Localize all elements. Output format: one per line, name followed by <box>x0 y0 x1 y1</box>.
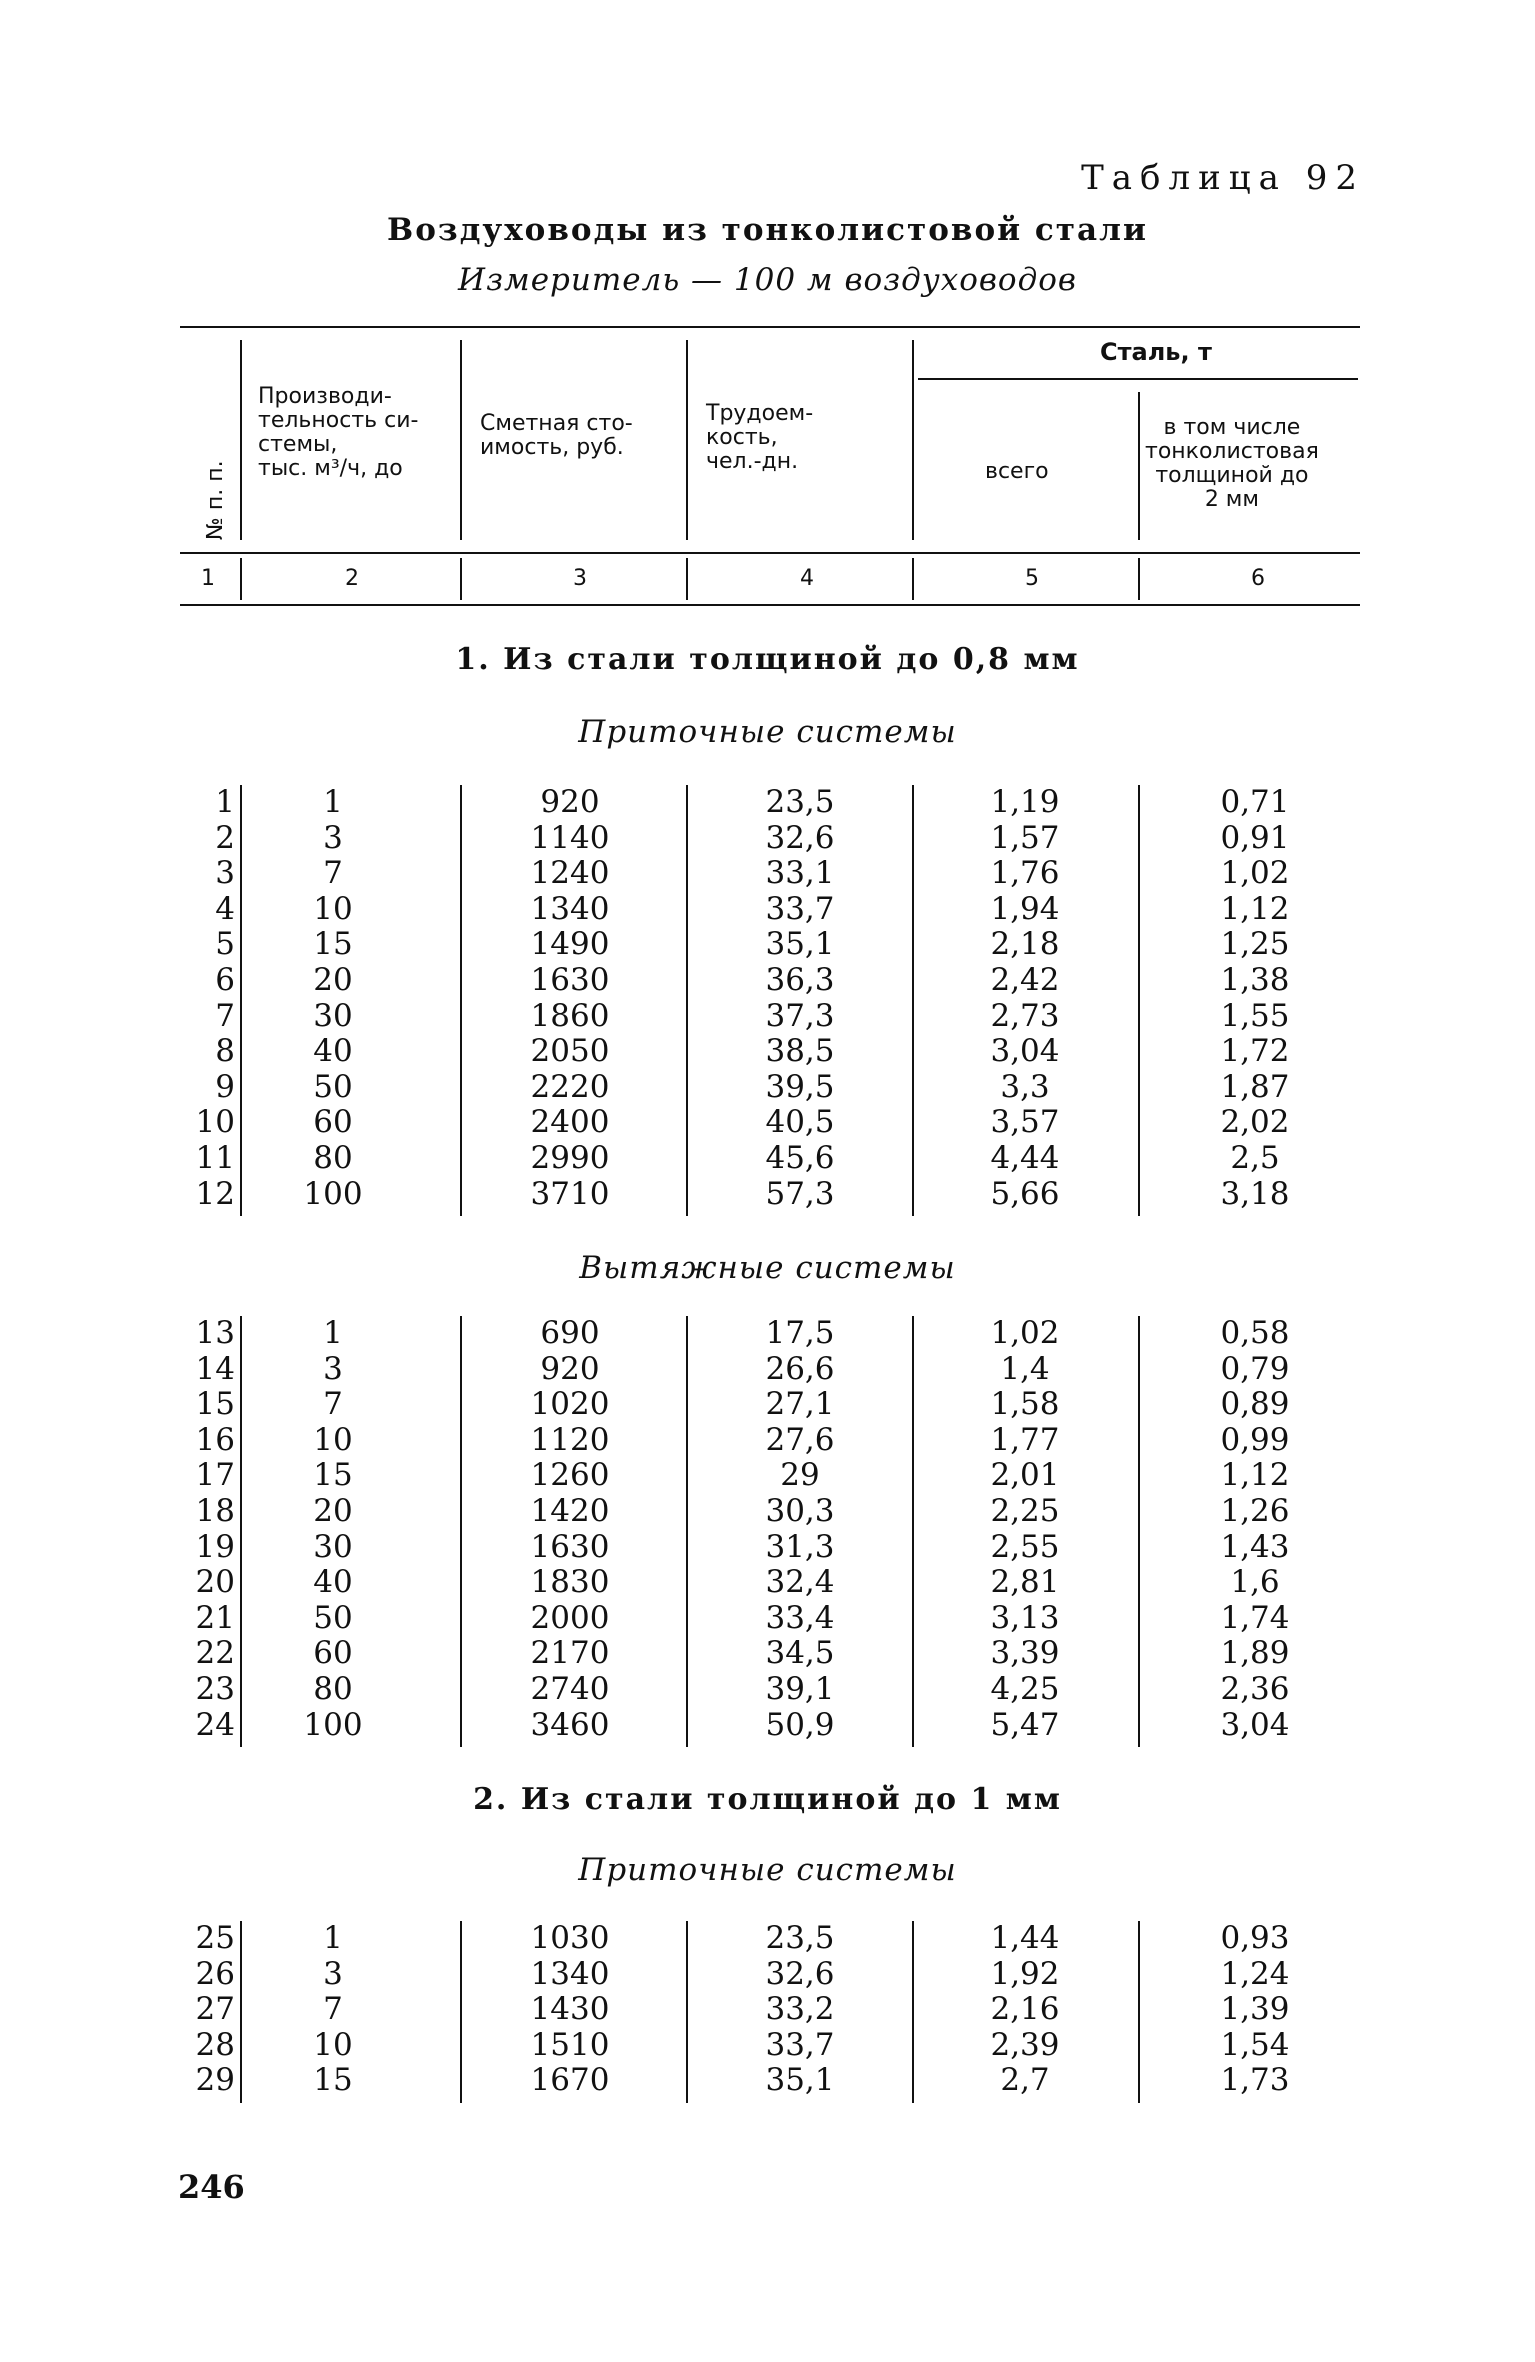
column-divider <box>912 785 914 1216</box>
row-number: 29 <box>195 2062 235 2099</box>
cost-cell: 1830 <box>530 1564 610 1601</box>
row-number: 8 <box>215 1033 235 1070</box>
group-title: Вытяжные системы <box>579 1250 956 1286</box>
cost-cell: 1030 <box>530 1920 610 1956</box>
header-divider <box>686 558 688 600</box>
steel-total-cell: 2,42 <box>990 961 1060 998</box>
steel-total-cell: 1,76 <box>990 855 1060 892</box>
column-number-5: 5 <box>1025 566 1039 591</box>
capacity-cell: 60 <box>313 1635 353 1672</box>
table-row <box>180 2063 1360 2099</box>
steel-total-cell: 4,25 <box>990 1670 1060 1707</box>
steel-total-cell: 1,58 <box>990 1386 1060 1423</box>
steel-thin-cell: 1,39 <box>1220 1991 1290 2028</box>
steel-thin-cell: 0,79 <box>1220 1350 1290 1387</box>
table-subtitle: Измеритель — 100 м воздуховодов <box>458 262 1077 298</box>
cost-cell: 1490 <box>530 926 610 963</box>
row-number: 2 <box>215 819 235 856</box>
table-row <box>180 1708 1360 1744</box>
table-row <box>180 1494 1360 1530</box>
steel-thin-cell: 0,89 <box>1220 1386 1290 1423</box>
row-number: 3 <box>215 855 235 892</box>
column-divider <box>1138 1316 1140 1747</box>
group-title: Приточные системы <box>578 1852 957 1888</box>
labor-cell: 35,1 <box>765 2062 835 2099</box>
row-number: 5 <box>215 926 235 963</box>
header-divider <box>460 340 462 540</box>
capacity-cell: 7 <box>323 855 343 892</box>
cost-cell: 1240 <box>530 855 610 892</box>
table-row <box>180 2028 1360 2064</box>
cost-cell: 1630 <box>530 961 610 998</box>
table-row <box>180 1992 1360 2028</box>
table-row <box>180 1921 1360 1957</box>
table-label: Таблица 92 <box>1081 158 1365 198</box>
capacity-cell: 15 <box>313 2062 353 2099</box>
steel-thin-cell: 0,99 <box>1220 1421 1290 1458</box>
capacity-cell: 50 <box>313 1599 353 1636</box>
header-divider <box>460 558 462 600</box>
labor-cell: 27,6 <box>765 1421 835 1458</box>
column-divider <box>686 1921 688 2103</box>
table-row <box>180 1177 1360 1213</box>
column-divider <box>912 1316 914 1747</box>
cost-cell: 2170 <box>530 1635 610 1672</box>
labor-cell: 33,7 <box>765 890 835 927</box>
cost-cell: 920 <box>540 784 600 820</box>
capacity-cell: 80 <box>313 1670 353 1707</box>
header-divider <box>1138 558 1140 600</box>
header-divider <box>912 340 914 540</box>
steel-total-cell: 1,44 <box>990 1920 1060 1956</box>
header-divider <box>1138 392 1140 540</box>
steel-thin-cell: 1,54 <box>1220 2026 1290 2063</box>
table-row <box>180 856 1360 892</box>
table-row <box>180 1423 1360 1459</box>
capacity-cell: 100 <box>303 1175 363 1212</box>
steel-thin-cell: 1,72 <box>1220 1033 1290 1070</box>
labor-cell: 39,5 <box>765 1068 835 1105</box>
steel-thin-cell: 1,89 <box>1220 1635 1290 1672</box>
table-row <box>180 1636 1360 1672</box>
table-row <box>180 892 1360 928</box>
header-capacity: Производи- тельность си- стемы, тыс. м³/ч, до <box>258 384 419 481</box>
steel-thin-cell: 1,02 <box>1220 855 1290 892</box>
column-number-6: 6 <box>1251 566 1265 591</box>
column-divider <box>460 1316 462 1747</box>
steel-thin-cell: 0,71 <box>1220 784 1290 820</box>
column-divider <box>1138 1921 1140 2103</box>
group-title: Приточные системы <box>578 714 957 750</box>
steel-total-cell: 2,7 <box>1000 2062 1050 2099</box>
steel-thin-cell: 2,36 <box>1220 1670 1290 1707</box>
cost-cell: 1340 <box>530 890 610 927</box>
table-row <box>180 927 1360 963</box>
capacity-cell: 15 <box>313 926 353 963</box>
labor-cell: 32,4 <box>765 1564 835 1601</box>
header-divider <box>240 558 242 600</box>
labor-cell: 33,4 <box>765 1599 835 1636</box>
column-divider <box>460 785 462 1216</box>
header-mid-rule <box>180 552 1360 554</box>
labor-cell: 57,3 <box>765 1175 835 1212</box>
table-row <box>180 785 1360 821</box>
labor-cell: 23,5 <box>765 784 835 820</box>
page-number: 246 <box>178 2168 245 2206</box>
row-number: 1 <box>215 784 235 820</box>
steel-total-cell: 2,16 <box>990 1991 1060 2028</box>
cost-cell: 2400 <box>530 1104 610 1141</box>
capacity-cell: 10 <box>313 890 353 927</box>
table-row <box>180 821 1360 857</box>
table-row <box>180 1105 1360 1141</box>
steel-total-cell: 2,39 <box>990 2026 1060 2063</box>
row-number: 26 <box>195 1955 235 1992</box>
row-number: 12 <box>195 1175 235 1212</box>
row-number: 28 <box>195 2026 235 2063</box>
steel-total-cell: 1,57 <box>990 819 1060 856</box>
table-row <box>180 1957 1360 1993</box>
row-number: 11 <box>195 1139 235 1176</box>
labor-cell: 29 <box>780 1457 820 1494</box>
capacity-cell: 3 <box>323 819 343 856</box>
capacity-cell: 10 <box>313 1421 353 1458</box>
row-number: 13 <box>195 1315 235 1351</box>
row-number: 18 <box>195 1492 235 1529</box>
steel-thin-cell: 3,04 <box>1220 1706 1290 1743</box>
labor-cell: 30,3 <box>765 1492 835 1529</box>
steel-total-cell: 2,18 <box>990 926 1060 963</box>
data-rows <box>180 785 1360 1212</box>
capacity-cell: 1 <box>323 1315 343 1351</box>
capacity-cell: 60 <box>313 1104 353 1141</box>
header-divider <box>240 340 242 540</box>
steel-thin-cell: 1,25 <box>1220 926 1290 963</box>
table-row <box>180 1458 1360 1494</box>
cost-cell: 2990 <box>530 1139 610 1176</box>
column-divider <box>240 1921 242 2103</box>
column-divider <box>686 1316 688 1747</box>
header-labor: Трудоем- кость, чел.-дн. <box>706 401 814 474</box>
column-number-2: 2 <box>345 566 359 591</box>
capacity-cell: 1 <box>323 1920 343 1956</box>
steel-thin-cell: 2,02 <box>1220 1104 1290 1141</box>
column-number-1: 1 <box>201 566 215 591</box>
steel-total-cell: 1,94 <box>990 890 1060 927</box>
row-number: 4 <box>215 890 235 927</box>
labor-cell: 37,3 <box>765 997 835 1034</box>
capacity-cell: 7 <box>323 1991 343 2028</box>
table-title: Воздуховоды из тонколистовой стали <box>387 212 1148 248</box>
steel-thin-cell: 2,5 <box>1230 1139 1280 1176</box>
capacity-cell: 40 <box>313 1033 353 1070</box>
steel-thin-cell: 1,73 <box>1220 2062 1290 2099</box>
capacity-cell: 30 <box>313 997 353 1034</box>
capacity-cell: 3 <box>323 1955 343 1992</box>
steel-total-cell: 2,73 <box>990 997 1060 1034</box>
header-steel-thin: в том числе тонколистовая толщиной до 2 мм <box>1145 415 1319 512</box>
cost-cell: 1120 <box>530 1421 610 1458</box>
table-row <box>180 1601 1360 1637</box>
row-number: 23 <box>195 1670 235 1707</box>
capacity-cell: 1 <box>323 784 343 820</box>
row-number: 21 <box>195 1599 235 1636</box>
row-number: 14 <box>195 1350 235 1387</box>
header-steel-total: всего <box>985 459 1049 484</box>
table-row <box>180 1141 1360 1177</box>
labor-cell: 36,3 <box>765 961 835 998</box>
labor-cell: 31,3 <box>765 1528 835 1565</box>
column-number-4: 4 <box>800 566 814 591</box>
capacity-cell: 15 <box>313 1457 353 1494</box>
capacity-cell: 30 <box>313 1528 353 1565</box>
row-number: 20 <box>195 1564 235 1601</box>
row-number: 9 <box>215 1068 235 1105</box>
steel-total-cell: 3,39 <box>990 1635 1060 1672</box>
row-number: 10 <box>195 1104 235 1141</box>
cost-cell: 2000 <box>530 1599 610 1636</box>
cost-cell: 690 <box>540 1315 600 1351</box>
table-row <box>180 1316 1360 1352</box>
steel-total-cell: 3,04 <box>990 1033 1060 1070</box>
steel-total-cell: 1,19 <box>990 784 1060 820</box>
row-number: 15 <box>195 1386 235 1423</box>
steel-total-cell: 2,01 <box>990 1457 1060 1494</box>
labor-cell: 32,6 <box>765 1955 835 1992</box>
steel-total-cell: 3,13 <box>990 1599 1060 1636</box>
labor-cell: 34,5 <box>765 1635 835 1672</box>
column-divider <box>686 785 688 1216</box>
cost-cell: 1630 <box>530 1528 610 1565</box>
header-divider <box>686 340 688 540</box>
row-number: 6 <box>215 961 235 998</box>
steel-subheader-rule <box>918 378 1358 380</box>
table-row <box>180 1387 1360 1423</box>
table-row <box>180 1530 1360 1566</box>
capacity-cell: 3 <box>323 1350 343 1387</box>
table-row <box>180 1034 1360 1070</box>
steel-total-cell: 1,4 <box>1000 1350 1050 1387</box>
labor-cell: 33,1 <box>765 855 835 892</box>
capacity-cell: 10 <box>313 2026 353 2063</box>
cost-cell: 1510 <box>530 2026 610 2063</box>
capacity-cell: 20 <box>313 961 353 998</box>
steel-thin-cell: 1,24 <box>1220 1955 1290 1992</box>
section-title: 1. Из стали толщиной до 0,8 мм <box>455 642 1080 677</box>
header-bottom-rule <box>180 604 1360 606</box>
steel-thin-cell: 0,58 <box>1220 1315 1290 1351</box>
row-number: 7 <box>215 997 235 1034</box>
steel-total-cell: 4,44 <box>990 1139 1060 1176</box>
cost-cell: 1140 <box>530 819 610 856</box>
steel-total-cell: 2,81 <box>990 1564 1060 1601</box>
cost-cell: 3710 <box>530 1175 610 1212</box>
table-row <box>180 999 1360 1035</box>
capacity-cell: 7 <box>323 1386 343 1423</box>
steel-total-cell: 1,02 <box>990 1315 1060 1351</box>
steel-total-cell: 3,57 <box>990 1104 1060 1141</box>
steel-thin-cell: 1,87 <box>1220 1068 1290 1105</box>
steel-total-cell: 2,55 <box>990 1528 1060 1565</box>
table-row <box>180 1352 1360 1388</box>
cost-cell: 1420 <box>530 1492 610 1529</box>
cost-cell: 2220 <box>530 1068 610 1105</box>
capacity-cell: 40 <box>313 1564 353 1601</box>
cost-cell: 920 <box>540 1350 600 1387</box>
labor-cell: 17,5 <box>765 1315 835 1351</box>
column-divider <box>460 1921 462 2103</box>
row-number: 27 <box>195 1991 235 2028</box>
steel-thin-cell: 1,55 <box>1220 997 1290 1034</box>
cost-cell: 1260 <box>530 1457 610 1494</box>
row-number: 22 <box>195 1635 235 1672</box>
row-number: 25 <box>195 1920 235 1956</box>
header-number: № п. п. <box>203 460 228 540</box>
steel-thin-cell: 1,74 <box>1220 1599 1290 1636</box>
steel-total-cell: 5,66 <box>990 1175 1060 1212</box>
labor-cell: 33,2 <box>765 1991 835 2028</box>
labor-cell: 39,1 <box>765 1670 835 1707</box>
labor-cell: 33,7 <box>765 2026 835 2063</box>
labor-cell: 38,5 <box>765 1033 835 1070</box>
cost-cell: 1860 <box>530 997 610 1034</box>
steel-total-cell: 3,3 <box>1000 1068 1050 1105</box>
table-row <box>180 963 1360 999</box>
column-divider <box>912 1921 914 2103</box>
row-number: 19 <box>195 1528 235 1565</box>
steel-thin-cell: 1,38 <box>1220 961 1290 998</box>
data-rows <box>180 1316 1360 1743</box>
steel-total-cell: 1,92 <box>990 1955 1060 1992</box>
cost-cell: 2050 <box>530 1033 610 1070</box>
row-number: 16 <box>195 1421 235 1458</box>
capacity-cell: 50 <box>313 1068 353 1105</box>
steel-total-cell: 1,77 <box>990 1421 1060 1458</box>
capacity-cell: 80 <box>313 1139 353 1176</box>
steel-total-cell: 5,47 <box>990 1706 1060 1743</box>
capacity-cell: 100 <box>303 1706 363 1743</box>
cost-cell: 3460 <box>530 1706 610 1743</box>
column-number-3: 3 <box>573 566 587 591</box>
capacity-cell: 20 <box>313 1492 353 1529</box>
cost-cell: 2740 <box>530 1670 610 1707</box>
labor-cell: 32,6 <box>765 819 835 856</box>
column-divider <box>240 1316 242 1747</box>
steel-thin-cell: 1,43 <box>1220 1528 1290 1565</box>
steel-thin-cell: 1,6 <box>1230 1564 1280 1601</box>
cost-cell: 1340 <box>530 1955 610 1992</box>
header-steel-group: Сталь, т <box>1100 338 1212 366</box>
table-row <box>180 1565 1360 1601</box>
cost-cell: 1430 <box>530 1991 610 2028</box>
steel-thin-cell: 0,93 <box>1220 1920 1290 1956</box>
header-cost: Сметная сто- имость, руб. <box>480 411 633 460</box>
steel-thin-cell: 3,18 <box>1220 1175 1290 1212</box>
labor-cell: 40,5 <box>765 1104 835 1141</box>
data-rows <box>180 1921 1360 2099</box>
steel-thin-cell: 1,12 <box>1220 1457 1290 1494</box>
labor-cell: 27,1 <box>765 1386 835 1423</box>
labor-cell: 35,1 <box>765 926 835 963</box>
labor-cell: 23,5 <box>765 1920 835 1956</box>
section-title: 2. Из стали толщиной до 1 мм <box>473 1782 1062 1817</box>
labor-cell: 45,6 <box>765 1139 835 1176</box>
cost-cell: 1020 <box>530 1386 610 1423</box>
steel-thin-cell: 1,26 <box>1220 1492 1290 1529</box>
labor-cell: 26,6 <box>765 1350 835 1387</box>
steel-thin-cell: 0,91 <box>1220 819 1290 856</box>
header-divider <box>912 558 914 600</box>
row-number: 24 <box>195 1706 235 1743</box>
column-divider <box>240 785 242 1216</box>
labor-cell: 50,9 <box>765 1706 835 1743</box>
cost-cell: 1670 <box>530 2062 610 2099</box>
header-top-rule <box>180 326 1360 328</box>
row-number: 17 <box>195 1457 235 1494</box>
table-row <box>180 1070 1360 1106</box>
table-row <box>180 1672 1360 1708</box>
steel-total-cell: 2,25 <box>990 1492 1060 1529</box>
steel-thin-cell: 1,12 <box>1220 890 1290 927</box>
column-divider <box>1138 785 1140 1216</box>
